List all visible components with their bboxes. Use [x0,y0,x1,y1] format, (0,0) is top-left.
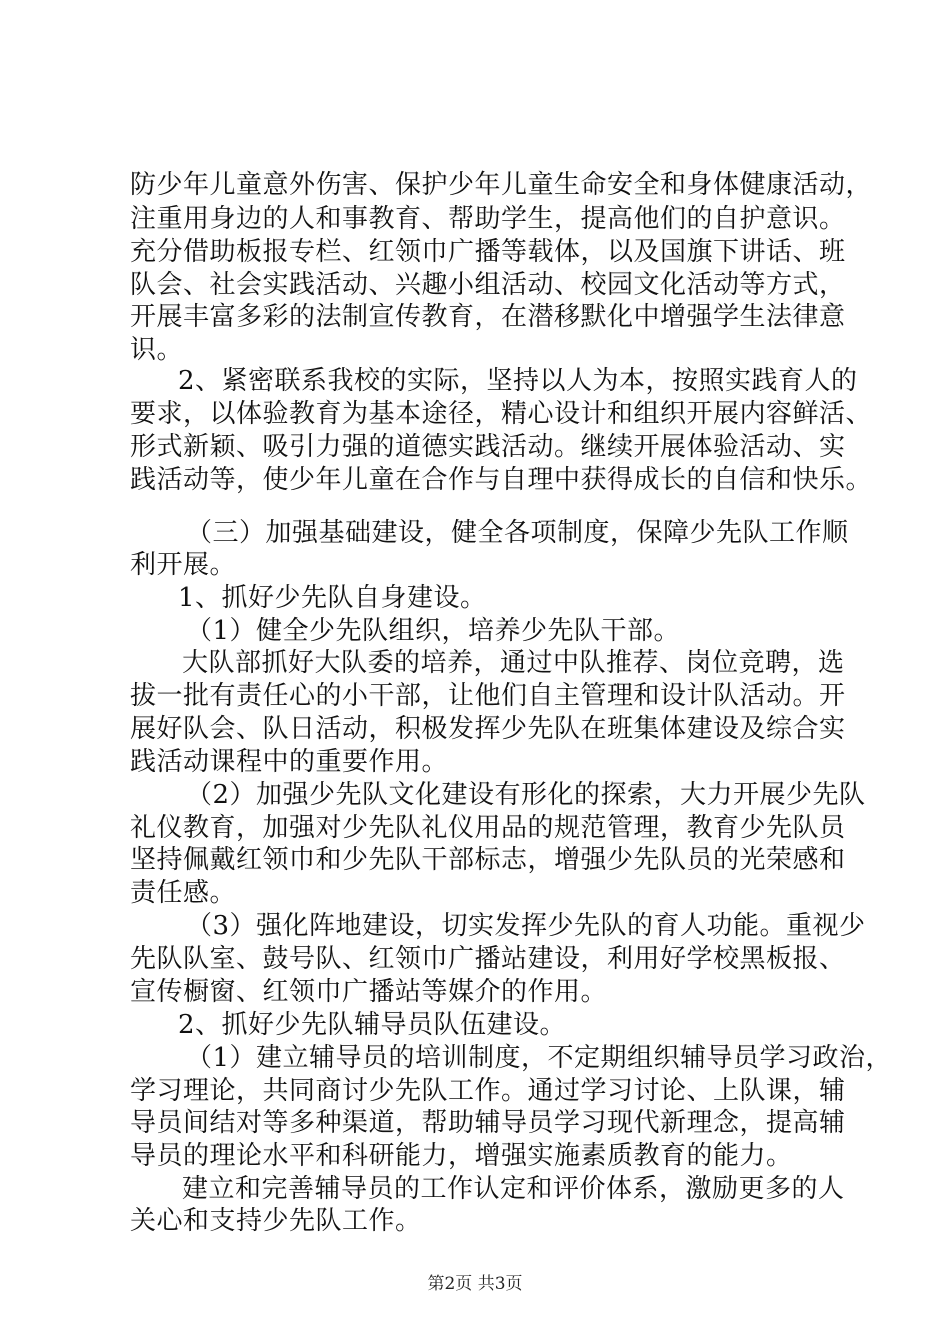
text-line: 识。 [130,335,184,365]
text-line: （3）强化阵地建设，切实发挥少先队的育人功能。重视少 [186,911,866,941]
text-line: 礼仪教育，加强对少先队礼仪用品的规范管理，教育少先队员 [130,813,846,843]
text-line: （2）加强少先队文化建设有形化的探索，大力开展少先队 [186,780,866,810]
text-line: 宣传橱窗、红领巾广播站等媒介的作用。 [130,977,608,1007]
text-line: 建立和完善辅导员的工作认定和评价体系，激励更多的人 [182,1174,845,1204]
text-line: 关心和支持少先队工作。 [130,1206,422,1236]
text-line: 开展丰富多彩的法制宣传教育，在潜移默化中增强学生法律意 [130,302,846,332]
text-line: 践活动等，使少年儿童在合作与自理中获得成长的自信和快乐。 [130,465,873,495]
text-line: 导员间结对等多种渠道，帮助辅导员学习现代新理念，提高辅 [130,1108,846,1138]
subheading: 2、抓好少先队辅导员队伍建设。 [178,1010,567,1040]
text-line: 践活动课程中的重要作用。 [130,747,449,777]
text-line: 注重用身边的人和事教育、帮助学生，提高他们的自护意识。 [130,204,846,234]
text-line: 队会、社会实践活动、兴趣小组活动、校园文化活动等方式， [130,270,846,300]
text-line: 要求，以体验教育为基本途径，精心设计和组织开展内容鲜活、 [130,399,873,429]
subheading: （1）健全少先队组织，培养少先队干部。 [186,616,681,646]
text-line: 导员的理论水平和科研能力，增强实施素质教育的能力。 [130,1141,793,1171]
text-line: （1）建立辅导员的培训制度，不定期组织辅导员学习政治， [186,1043,893,1073]
text-line: 学习理论，共同商讨少先队工作。通过学习讨论、上队课，辅 [130,1076,846,1106]
text-line: 利开展。 [130,550,237,580]
text-line: 拔一批有责任心的小干部，让他们自主管理和设计队活动。开 [130,681,846,711]
page-footer: 第2页 共3页 [427,1274,523,1294]
subheading: 1、抓好少先队自身建设。 [178,583,487,613]
text-line: 大队部抓好大队委的培养，通过中队推荐、岗位竞聘，选 [182,648,845,678]
text-line: 先队队室、鼓号队、红领巾广播站建设，利用好学校黑板报、 [130,944,846,974]
text-line: 防少年儿童意外伤害、保护少年儿童生命安全和身体健康活动， [130,170,873,200]
text-line: 2、紧密联系我校的实际，坚持以人为本，按照实践育人的 [178,366,858,396]
text-line: 充分借助板报专栏、红领巾广播等载体，以及国旗下讲话、班 [130,237,846,267]
text-line: 坚持佩戴红领巾和少先队干部标志，增强少先队员的光荣感和 [130,845,846,875]
text-line: 责任感。 [130,878,237,908]
text-line: 展好队会、队日活动，积极发挥少先队在班集体建设及综合实 [130,714,846,744]
text-line: 形式新颖、吸引力强的道德实践活动。继续开展体验活动、实 [130,432,846,462]
section-heading: （三）加强基础建设，健全各项制度，保障少先队工作顺 [186,518,849,548]
